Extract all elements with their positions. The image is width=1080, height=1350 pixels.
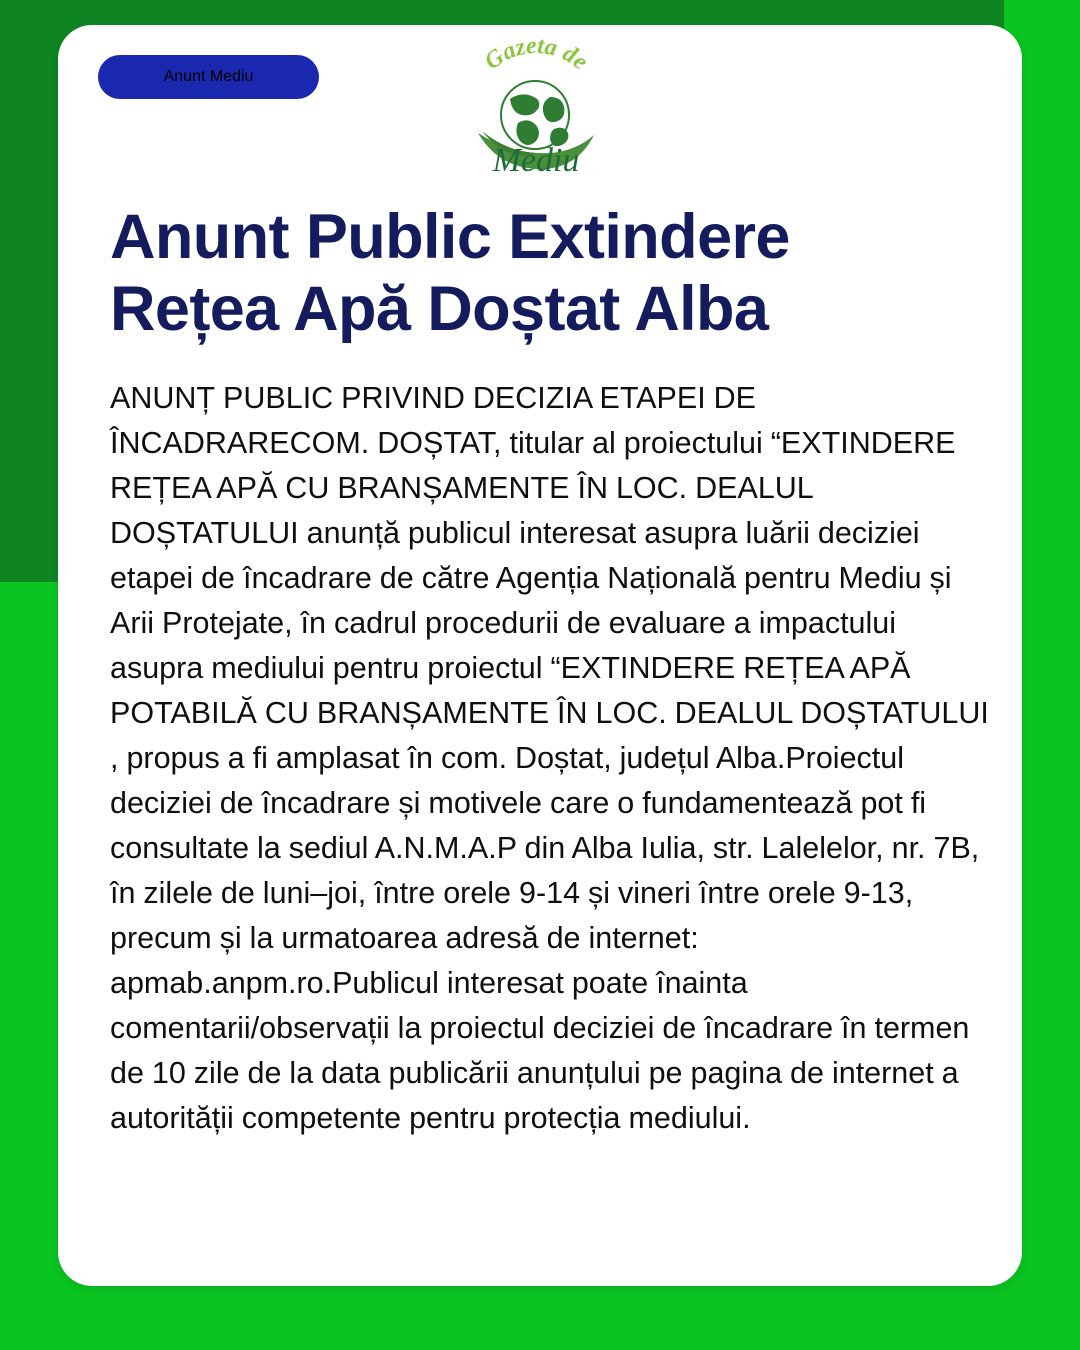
announcement-card [58, 25, 1022, 1286]
svg-text:Gazeta de: Gazeta de [479, 37, 593, 76]
card-header [58, 25, 1022, 175]
gazeta-de-mediu-logo [458, 37, 613, 177]
category-badge[interactable] [98, 55, 319, 99]
page-title: Anunt Public Extindere Rețea Apă Doștat Alba [110, 202, 790, 345]
globe-leaf-logo-icon [458, 37, 613, 177]
svg-text:Mediu: Mediu [492, 142, 580, 177]
category-badge-label: Anunt Mediu [163, 68, 254, 85]
announcement-body: ANUNȚ PUBLIC PRIVIND DECIZIA ETAPEI DE ÎNCADRARECOM. DOȘTAT, titular al proiectului “EXTINDERE REȚEA APĂ CU BRANȘAMENTE ÎN LOC. DEALUL DOȘTATULUI anunță publicul interesat asupra luării deciziei etapei de încadrare de către Agenția Națională pentru Mediu și Arii Protejate, în cadrul procedurii de evaluare a impactului asupra mediului pentru proiectul “EXTINDERE REȚEA APĂ POTABILĂ CU BRANȘAMENTE ÎN LOC. DEALUL DOȘTATULUI , propus a fi amplasat în com. Doștat, județul Alba.Proiectul deciziei de încadrare și motivele care o fundamentează pot fi consultate la sediul A.N.M.A.P din Alba Iulia, str. Lalelelor, nr. 7B, în zilele de luni–joi, între orele 9-14 și vineri între orele 9-13, precum și la urmatoarea adresă de internet: apmab.anpm.ro.Publicul interesat poate înainta comentarii/observații la proiectul deciziei de încadrare în termen de 10 zile de la data publicării anunțului pe pagina de internet a autorității competente pentru protecția mediului. [110, 380, 989, 1135]
